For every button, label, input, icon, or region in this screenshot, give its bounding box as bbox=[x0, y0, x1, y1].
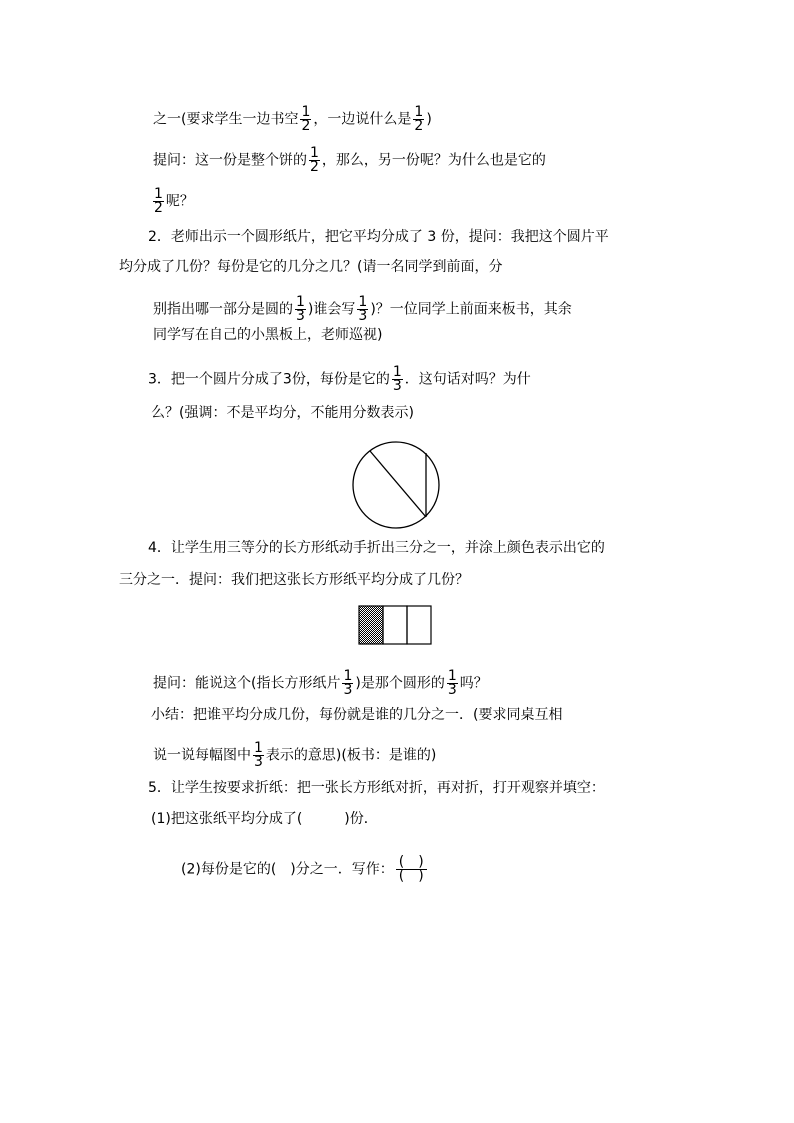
rectangle-middle-part bbox=[383, 606, 407, 644]
line-12 bbox=[153, 670, 488, 697]
line-4: 2．老师出示一个圆形纸片，把它平均分成了 3 份，提问：我把这个圆片平 bbox=[148, 229, 609, 245]
rectangle-figure bbox=[358, 605, 432, 645]
text: (2)每份是它的( )分之一．写作： bbox=[181, 861, 394, 878]
fraction-third: $\frac{1}{3}$ bbox=[392, 364, 402, 394]
text: )谁会写 bbox=[307, 301, 356, 318]
line-3 bbox=[151, 188, 194, 215]
text: 说一说每幅图中 bbox=[153, 747, 251, 764]
line-6 bbox=[153, 296, 572, 323]
circle-figure bbox=[348, 440, 444, 530]
text: ，那么，另一份呢？为什么也是它的 bbox=[321, 152, 546, 169]
text: ．这句话对吗？为什 bbox=[404, 371, 531, 388]
fraction-half: $\frac{1}{2}$ bbox=[414, 104, 424, 134]
circle-chord-diagonal bbox=[370, 451, 426, 517]
line-11: 三分之一．提问：我们把这张长方形纸平均分成了几份？ bbox=[119, 572, 469, 588]
fraction-third: $\frac{1}{3}$ bbox=[447, 668, 457, 698]
rectangle-shaded-part bbox=[359, 606, 383, 644]
fraction-third: $\frac{1}{3}$ bbox=[343, 668, 353, 698]
text: ，一边说什么是 bbox=[313, 111, 412, 128]
text: 呢？ bbox=[165, 193, 194, 210]
text: )是那个圆形的 bbox=[355, 675, 445, 692]
text: 别指出哪一部分是圆的 bbox=[153, 301, 293, 318]
line-1 bbox=[153, 106, 432, 133]
text: 提问：这一份是整个饼的 bbox=[153, 152, 307, 169]
line-15: 5．让学生按要求折纸：把一张长方形纸对折，再对折，打开观察并填空： bbox=[148, 780, 605, 796]
line-10: 4．让学生用三等分的长方形纸动手折出三分之一，并涂上颜色表示出它的 bbox=[148, 540, 605, 556]
line-9: 么？(强调：不是平均分，不能用分数表示) bbox=[151, 405, 414, 421]
fraction-third: $\frac{1}{3}$ bbox=[254, 740, 263, 770]
fraction-half: $\frac{1}{2}$ bbox=[154, 186, 163, 216]
rectangle-right-part bbox=[407, 606, 431, 644]
line-2 bbox=[153, 147, 546, 174]
line-16: (1)把这张纸平均分成了( )份． bbox=[151, 811, 378, 827]
line-14 bbox=[153, 742, 436, 769]
line-8 bbox=[148, 366, 531, 393]
text: ) bbox=[426, 111, 432, 128]
fraction-third: $\frac{1}{3}$ bbox=[358, 294, 368, 324]
line-13: 小结：把谁平均分成几份，每份就是谁的几分之一．(要求同桌互相 bbox=[151, 707, 563, 723]
text: 表示的意思)(板书：是谁的) bbox=[265, 747, 437, 764]
text: )？一位同学上前面来板书，其余 bbox=[370, 301, 572, 318]
fraction-half: $\frac{1}{2}$ bbox=[301, 104, 311, 134]
fraction-half: $\frac{1}{2}$ bbox=[310, 145, 319, 175]
text: 之一(要求学生一边书空 bbox=[153, 111, 299, 128]
line-7: 同学写在自己的小黑板上，老师巡视) bbox=[153, 327, 383, 343]
line-17 bbox=[181, 856, 429, 883]
fraction-third: $\frac{1}{3}$ bbox=[296, 294, 305, 324]
text: 3．把一个圆片分成了3份，每份是它的 bbox=[148, 371, 390, 388]
text: 吗？ bbox=[459, 675, 488, 692]
fraction-blank: $\frac{( )}{( )}$ bbox=[396, 856, 427, 883]
line-5: 均分成了几份？每份是它的几分之几？(请一名同学到前面，分 bbox=[119, 259, 503, 275]
text: 提问：能说这个(指长方形纸片 bbox=[153, 675, 341, 692]
